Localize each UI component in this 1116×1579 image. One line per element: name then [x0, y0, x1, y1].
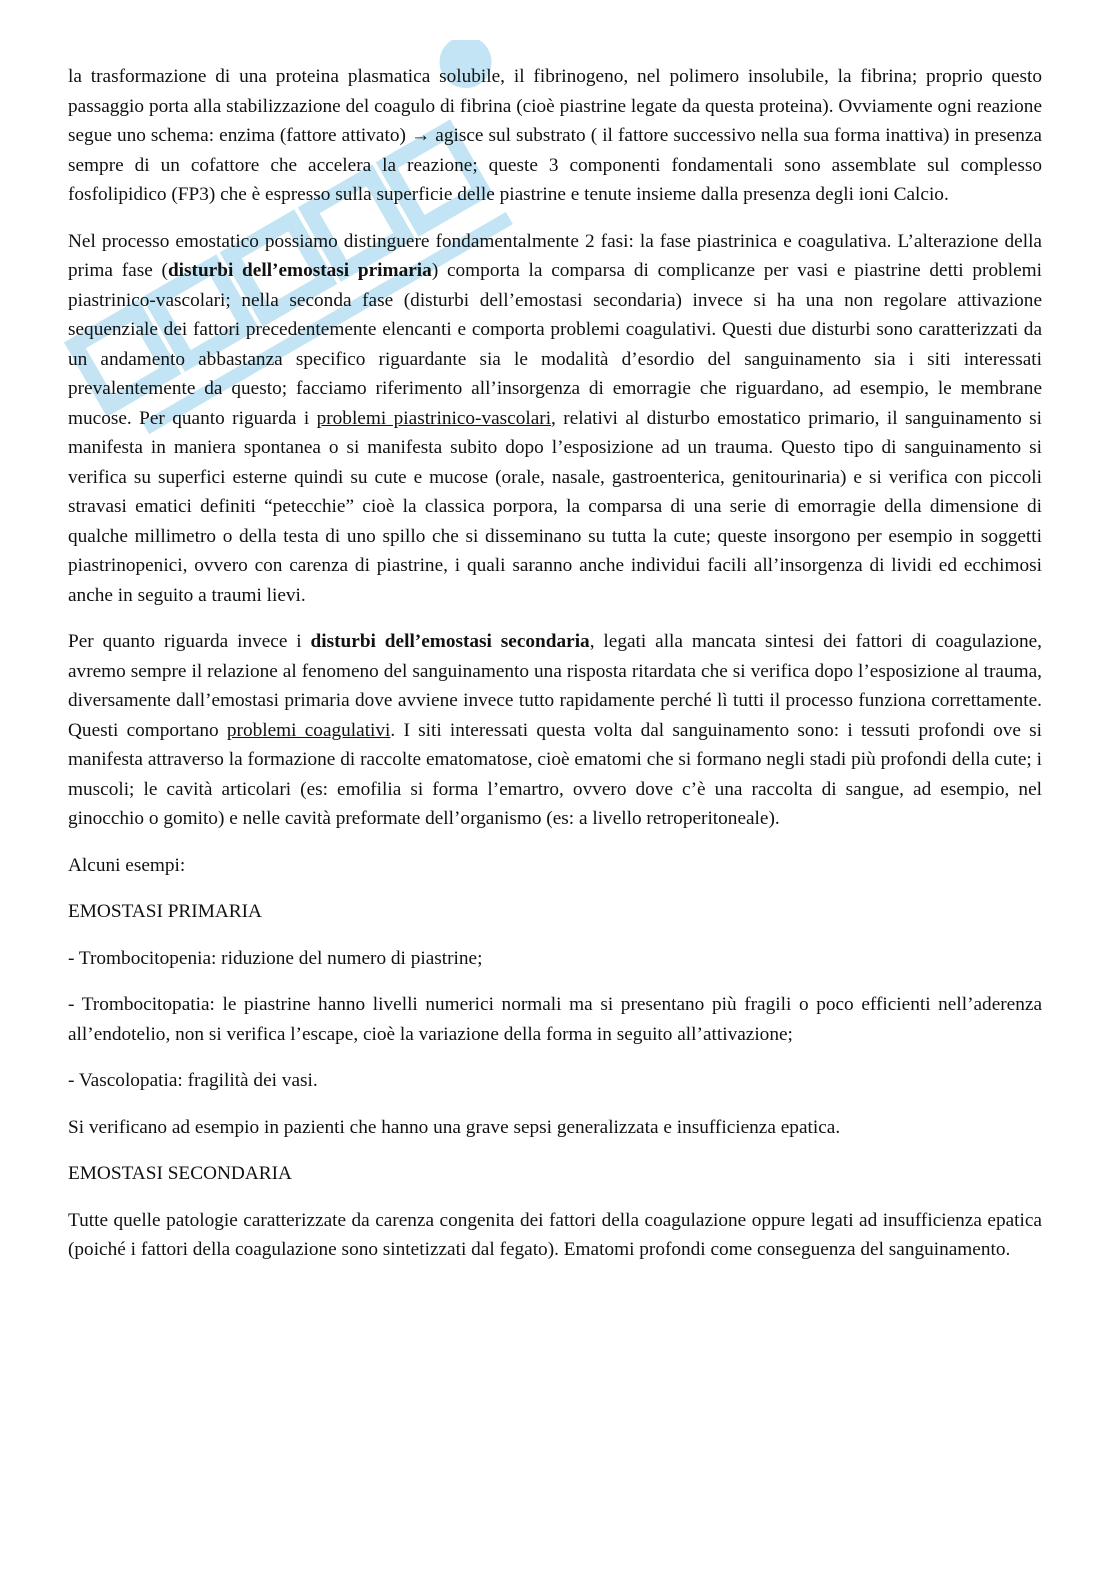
- p3-underline-coagulative: problemi coagulativi: [226, 719, 391, 741]
- paragraph-secondary: [68, 627, 1042, 834]
- list-item-thrombocytopenia: - Trombocitopenia: riduzione del numero di piastrine;: [68, 947, 483, 969]
- heading-secondary-hemostasis: EMOSTASI SECONDARIA: [68, 1163, 292, 1184]
- paragraph-coagulation: [68, 62, 1042, 210]
- p2-underline-vascular: problemi piastrinico-vascolari: [316, 407, 552, 429]
- document-page: [68, 62, 1042, 1282]
- list-item-thrombocytopathy: - Trombocitopatia: le piastrine hanno livelli numerici normali ma si presentano più fragili o poco efficienti nell’aderenza all’endotelio, non si verifica l’escape, cioè la variazione della forma in seguito all’attivazione;: [68, 994, 1042, 1045]
- p2-text-1: Nel processo emostatico possiamo distinguere fondamentalmente 2 fasi: la fase piastrinica e coagulativa. L’alterazione della prima fase (: [68, 230, 1042, 281]
- paragraph-sepsis: Si verificano ad esempio in pazienti che hanno una grave sepsi generalizzata e insufficienza epatica.: [68, 1116, 841, 1138]
- p3-text-1: Per quanto riguarda invece i: [68, 631, 311, 652]
- paragraph-examples-intro: Alcuni esempi:: [68, 854, 186, 876]
- arrow-right-icon: →: [410, 125, 431, 146]
- list-item-vasculopathy: - Vascolopatia: fragilità dei vasi.: [68, 1070, 318, 1091]
- p1-text-2: agisce sul substrato ( il fattore successivo nella sua forma inattiva) in presenza sempre di un cofattore che accelera la reazione; queste 3 componenti fondamentali sono assemblate sul complesso fosfolipidico (FP3) che è espresso sulla superficie delle piastrine e tenute insieme dalla presenza degli ioni Calcio.: [68, 125, 1042, 205]
- p3-text-3: . I siti interessati questa volta dal sanguinamento sono: i tessuti profondi ove si manifesta attraverso la formazione di raccolte ematomatose, cioè ematomi che si formano negli stadi più profondi della cute; i muscoli; le cavità articolari (es: emofilia si forma l’emartro, ovvero dove c’è una raccolta di sangue, ad esempio, nel ginocchio o gomito) e nelle cavità preformate dell’organismo (es: a livello retroperitoneale).: [68, 719, 1043, 829]
- p2-text-3: , relativi al disturbo emostatico primario, il sanguinamento si manifesta in maniera spontanea o si manifesta subito dopo l’esposizione ad un trauma. Questo tipo di sanguinamento si verifica su superfici esterne quindi su cute e mucose (orale, nasale, gastroenterica, genitourinaria) e si verifica con piccoli stravasi ematici definiti “petecchie” cioè la classica porpora, la comparsa di una serie di emorragie della dimensione di qualche millimetro o della testa di uno spillo che si disseminano su tutta la cute; queste insorgono per esempio in soggetti piastrinopenici, ovvero con carenza di piastrine, i quali saranno anche individui facili all’insorgenza di lividi ed ecchimosi anche in seguito a traumi lievi.: [68, 407, 1043, 606]
- p3-bold-secondary: disturbi dell’emostasi secondaria: [310, 631, 590, 652]
- p3-text-2: , legati alla mancata sintesi dei fattori di coagulazione, avremo sempre il relazione al fenomeno del sanguinamento una risposta ritardata che si verifica dopo l’esposizione al trauma, diversamente dall’emostasi primaria dove avviene invece tutto rapidamente perché lì tutti il processo funziona correttamente. Questi comportano: [68, 631, 1043, 741]
- heading-primary-hemostasis: EMOSTASI PRIMARIA: [68, 901, 262, 922]
- p2-text-2: ) comporta la comparsa di complicanze per vasi e piastrine detti problemi piastrinico-vascolari; nella seconda fase (disturbi dell’emostasi secondaria) invece si ha una non regolare attivazione sequenziale dei fattori precedentemente elencanti e comporta problemi coagulativi. Questi due disturbi sono caratterizzati da un andamento abbastanza specifico riguardante sia le modalità d’esordio del sanguinamento sia i siti interessati prevalentemente da questo; facciamo riferimento all’insorgenza di emorragie che riguardano, ad esempio, le membrane mucose. Per quanto riguarda i: [68, 260, 1043, 429]
- paragraph-phases: [68, 227, 1042, 611]
- p1-text-1: la trasformazione di una proteina plasmatica solubile, il fibrinogeno, nel polimero insolubile, la fibrina; proprio questo passaggio porta alla stabilizzazione del coagulo di fibrina (cioè piastrine legate da questa proteina). Ovviamente ogni reazione segue uno schema: enzima (fattore attivato): [68, 66, 1042, 146]
- paragraph-congenital: Tutte quelle patologie caratterizzate da carenza congenita dei fattori della coagulazione oppure legati ad insufficienza epatica (poiché i fattori della coagulazione sono sintetizzati dal fegato). Ematomi profondi come conseguenza del sanguinamento.: [68, 1209, 1042, 1260]
- p2-bold-primary: disturbi dell’emostasi primaria: [167, 260, 432, 281]
